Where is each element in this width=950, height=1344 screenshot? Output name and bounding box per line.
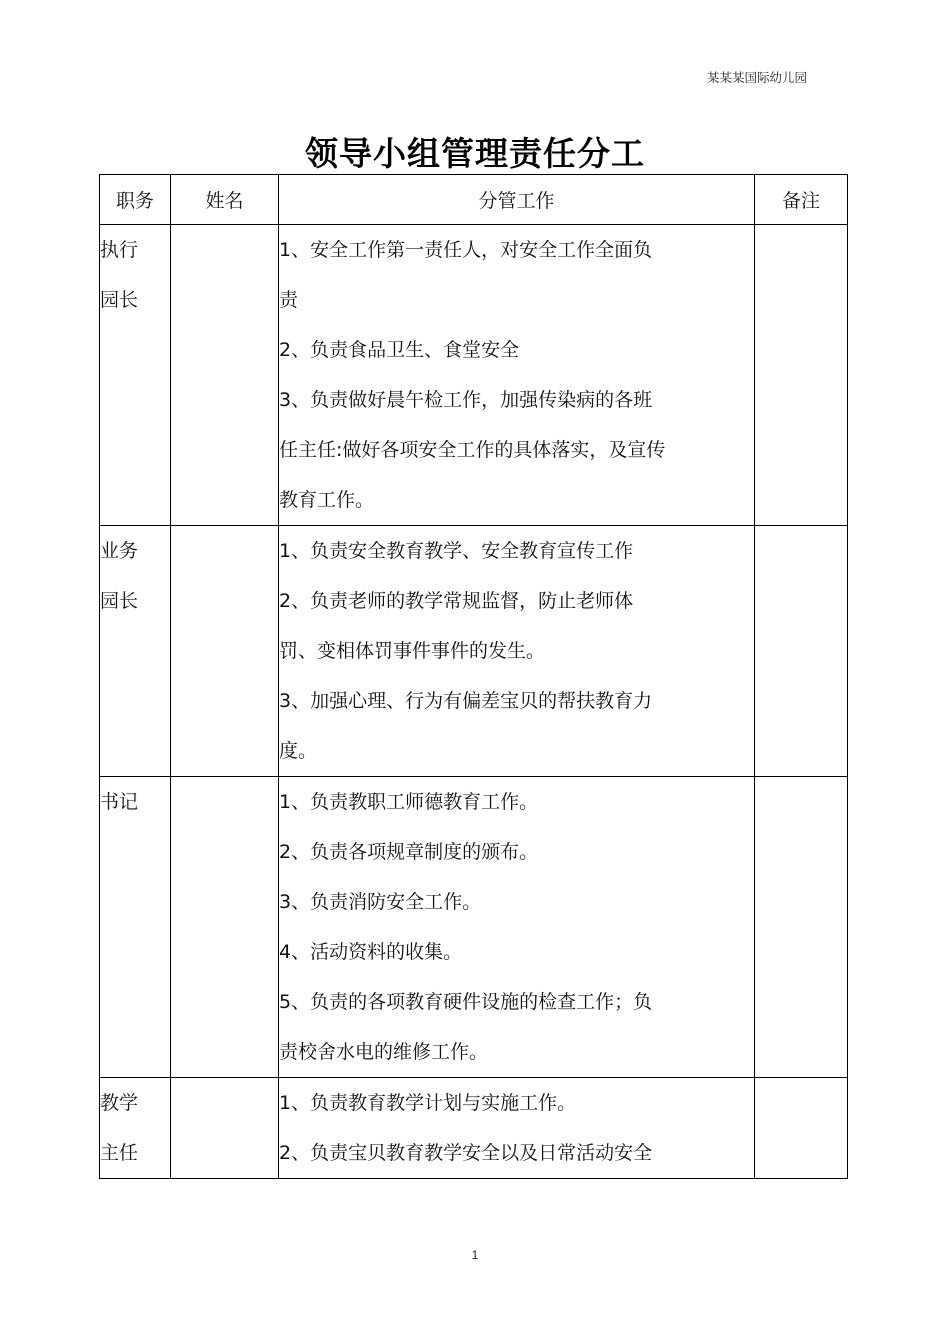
duty-line: 责: [279, 289, 299, 311]
duty-line: 2、负责各项规章制度的颁布。: [279, 841, 539, 863]
table-row: [100, 1078, 848, 1179]
position-line: 园长: [100, 289, 139, 311]
name-cell: [171, 225, 279, 526]
position-line: 书记: [100, 791, 139, 813]
duty-line: 责校舍水电的维修工作。: [279, 1041, 489, 1063]
position-cell: [100, 777, 171, 1078]
duty-line: 罚、变相体罚事件事件的发生。: [279, 640, 546, 662]
duty-line: 3、负责做好晨午检工作，加强传染病的各班: [279, 389, 653, 411]
duty-line: 3、加强心理、行为有偏差宝贝的帮扶教育力: [279, 690, 653, 712]
duty-line: 度。: [279, 740, 318, 762]
notes-cell: [755, 1078, 848, 1179]
duty-line: 4、活动资料的收集。: [279, 941, 463, 963]
header-name: 姓名: [171, 175, 279, 225]
name-cell: [171, 526, 279, 777]
duty-line: 5、负责的各项教育硬件设施的检查工作；负: [279, 991, 653, 1013]
position-cell: [100, 225, 171, 526]
table-row: [100, 526, 848, 777]
duties-cell: [279, 777, 755, 1078]
table-header-row: [100, 175, 848, 225]
position-cell: [100, 1078, 171, 1179]
duty-line: 1、负责教育教学计划与实施工作。: [279, 1092, 577, 1114]
page-number: 1: [471, 1248, 479, 1262]
responsibility-table: [99, 174, 848, 1179]
notes-cell: [755, 777, 848, 1078]
duty-line: 2、负责宝贝教育教学安全以及日常活动安全: [279, 1142, 653, 1164]
header-duties: 分管工作: [279, 175, 755, 225]
position-line: 园长: [100, 590, 139, 612]
name-cell: [171, 1078, 279, 1179]
header-notes: 备注: [755, 175, 848, 225]
notes-cell: [755, 526, 848, 777]
header-organization-name: 某某某国际幼儿园: [706, 70, 807, 85]
duty-line: 3、负责消防安全工作。: [279, 891, 482, 913]
duties-cell: [279, 1078, 755, 1179]
duty-line: 1、安全工作第一责任人，对安全工作全面负: [279, 239, 653, 261]
duty-line: 2、负责老师的教学常规监督，防止老师体: [279, 590, 634, 612]
name-cell: [171, 777, 279, 1078]
position-line: 主任: [100, 1142, 139, 1164]
position-line: 业务: [100, 540, 139, 562]
position-line: 教学: [100, 1092, 139, 1114]
position-cell: [100, 526, 171, 777]
table-row: [100, 225, 848, 526]
duty-line: 1、负责安全教育教学、安全教育宣传工作: [279, 540, 634, 562]
duty-line: 1、负责教职工师德教育工作。: [279, 791, 539, 813]
duties-cell: [279, 526, 755, 777]
duty-line: 教育工作。: [279, 489, 375, 511]
header-position: 职务: [100, 175, 171, 225]
duties-cell: [279, 225, 755, 526]
table-row: [100, 777, 848, 1078]
position-line: 执行: [100, 239, 139, 261]
notes-cell: [755, 225, 848, 526]
document-title: 领导小组管理责任分工: [305, 134, 645, 173]
duty-line: 任主任:做好各项安全工作的具体落实，及宣传: [279, 439, 666, 461]
duty-line: 2、负责食品卫生、食堂安全: [279, 339, 520, 361]
